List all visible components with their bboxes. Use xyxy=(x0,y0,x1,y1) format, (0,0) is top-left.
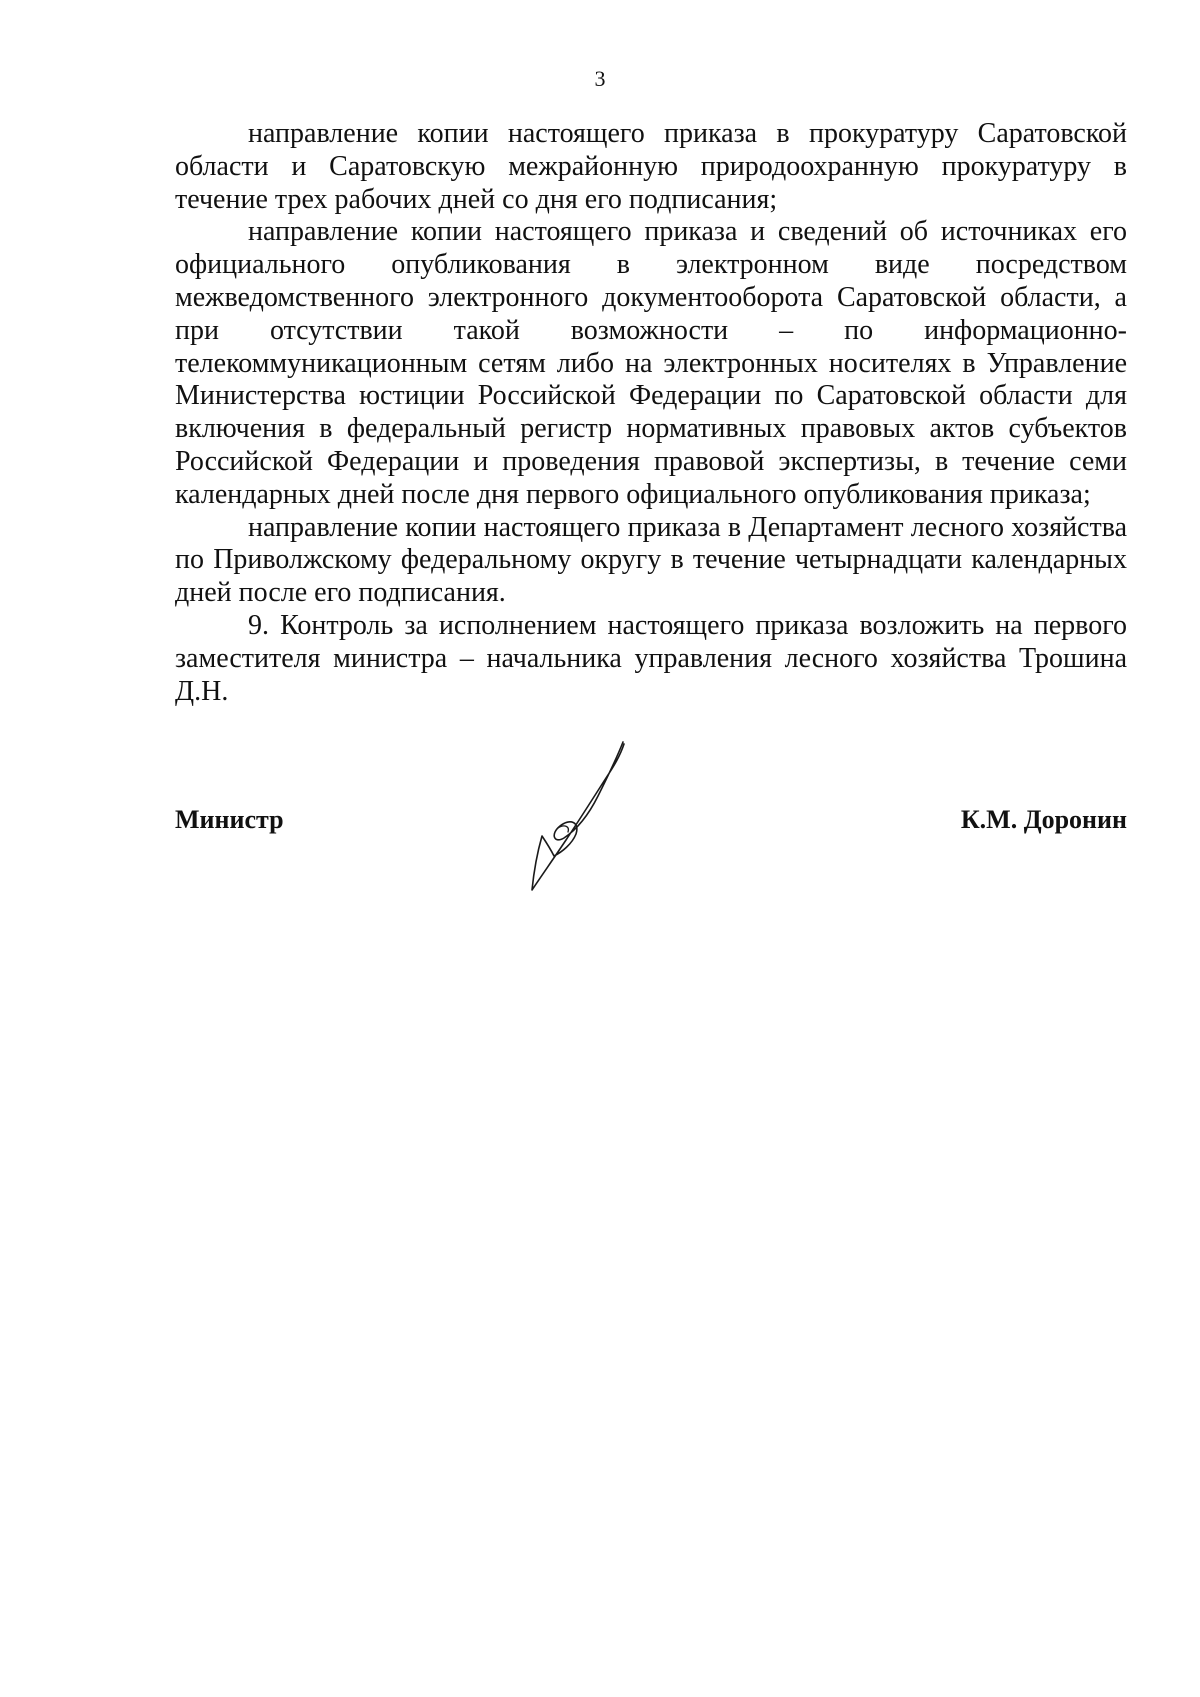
handwritten-signature xyxy=(520,730,640,910)
document-body xyxy=(175,118,1127,708)
signatory-position: Министр xyxy=(175,805,284,834)
paragraph-forestry-department-copy: направление копии настоящего приказа в Департамент лесного хозяйства по Приволжскому федеральному округу в течение четырнадцати календарных дней после его подписания. xyxy=(175,511,1127,609)
signatory-name: К.М. Доронин xyxy=(960,805,1127,834)
paragraph-control-clause: 9. Контроль за исполнением настоящего приказа возложить на первого заместителя министра – начальника управления лесного хозяйства Трошина Д.Н. xyxy=(175,609,1127,707)
signature-block xyxy=(175,800,1127,840)
paragraph-prosecutor-copy: направление копии настоящего приказа в прокуратуру Саратовской области и Саратовскую межрайонную природоохранную прокуратуру в течение трех рабочих дней со дня его подписания; xyxy=(175,118,1127,215)
page-number: 3 xyxy=(594,66,606,91)
paragraph-justice-ministry-copy: направление копии настоящего приказа и сведений об источниках его официального опубликования в электронном виде посредством межведомственного электронного документооборота Саратовской области, а при отсутствии такой возможности – по информационно-телекоммуникационным сетям либо на электронных носителях в Управление Министерства юстиции Российской Федерации по Саратовской области для включения в федеральный регистр нормативных правовых актов субъектов Российской Федерации и проведения правовой экспертизы, в течение семи календарных дней после дня первого официального опубликования приказа; xyxy=(175,216,1127,510)
